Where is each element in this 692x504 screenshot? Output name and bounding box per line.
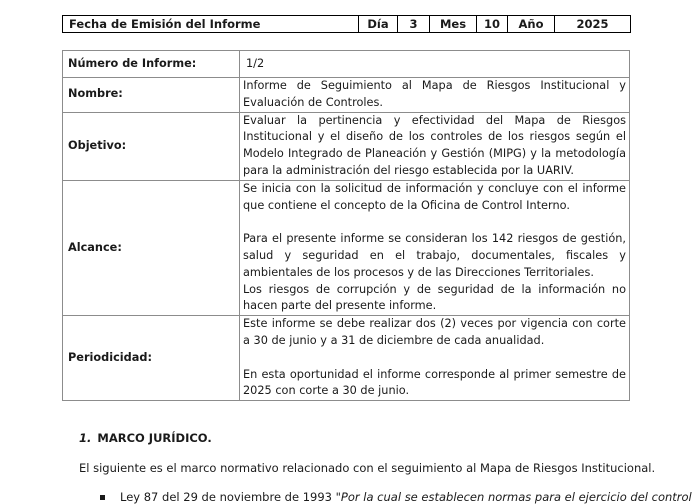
periodicidad-label: Periodicidad:	[63, 316, 240, 401]
report-info-table	[62, 50, 630, 401]
day-label: Día	[359, 16, 398, 33]
month-label: Mes	[430, 16, 477, 33]
row-objetivo	[63, 112, 630, 180]
intro-paragraph: El siguiente es el marco normativo relacionado con el seguimiento al Mapa de Riesgos Institucional.	[79, 461, 656, 475]
alcance-value	[240, 180, 630, 315]
alcance-paragraph-3: Los riesgos de corrupción y de seguridad de la información no hacen parte del presente informe.	[243, 282, 626, 313]
numero-value: 1/2	[240, 51, 630, 78]
row-nombre	[63, 78, 630, 113]
section-heading	[79, 431, 212, 445]
bullet-lead: Ley 87 del 29 de noviembre de 1993	[120, 490, 336, 504]
numero-label: Número de Informe:	[63, 51, 240, 78]
nombre-value	[240, 78, 630, 113]
row-alcance	[63, 180, 630, 315]
periodicidad-value	[240, 316, 630, 401]
periodicidad-paragraph-2: En esta oportunidad el informe corresponde al primer semestre de 2025 con corte a 30 de junio.	[243, 367, 626, 398]
year-label: Año	[508, 16, 555, 33]
alcance-paragraph-1: Se inicia con la solicitud de información y concluye con el informe que contiene el concepto de la Oficina de Control Interno.	[243, 181, 626, 212]
month-value: 10	[477, 16, 508, 33]
alcance-label: Alcance:	[63, 180, 240, 315]
nombre-text: Informe de Seguimiento al Mapa de Riesgos Institucional y Evaluación de Controles.	[243, 79, 626, 109]
issue-date-label: Fecha de Emisión del Informe	[63, 16, 359, 33]
list-item	[100, 490, 692, 504]
objetivo-value	[240, 112, 630, 180]
section-title: MARCO JURÍDICO.	[97, 431, 212, 445]
bullet-quote: "Por la cual se establecen normas para el ejercicio del control	[335, 490, 692, 504]
section-number: 1.	[79, 431, 92, 445]
row-numero	[63, 51, 630, 78]
nombre-label: Nombre:	[63, 78, 240, 113]
periodicidad-paragraph-1: Este informe se debe realizar dos (2) veces por vigencia con corte a 30 de junio y a 31 de diciembre de cada anualidad.	[243, 317, 626, 347]
year-value: 2025	[555, 16, 631, 33]
day-value: 3	[398, 16, 430, 33]
issue-date-table	[62, 15, 631, 33]
bullet-icon	[100, 495, 105, 500]
objetivo-label: Objetivo:	[63, 112, 240, 180]
row-periodicidad	[63, 316, 630, 401]
alcance-paragraph-2: Para el presente informe se consideran los 142 riesgos de gestión, salud y seguridad en el trabajo, documentales, fiscales y ambientales de los procesos y de las Direcciones Territoriales.	[243, 232, 626, 279]
objetivo-text: Evaluar la pertinencia y efectividad del Mapa de Riesgos Institucional y el diseño de los controles de los riesgos según el Modelo Integrado de Planeación y Gestión (MIPG) y la metodología para la administración del riesgo establecida por la UARIV.	[243, 113, 626, 177]
